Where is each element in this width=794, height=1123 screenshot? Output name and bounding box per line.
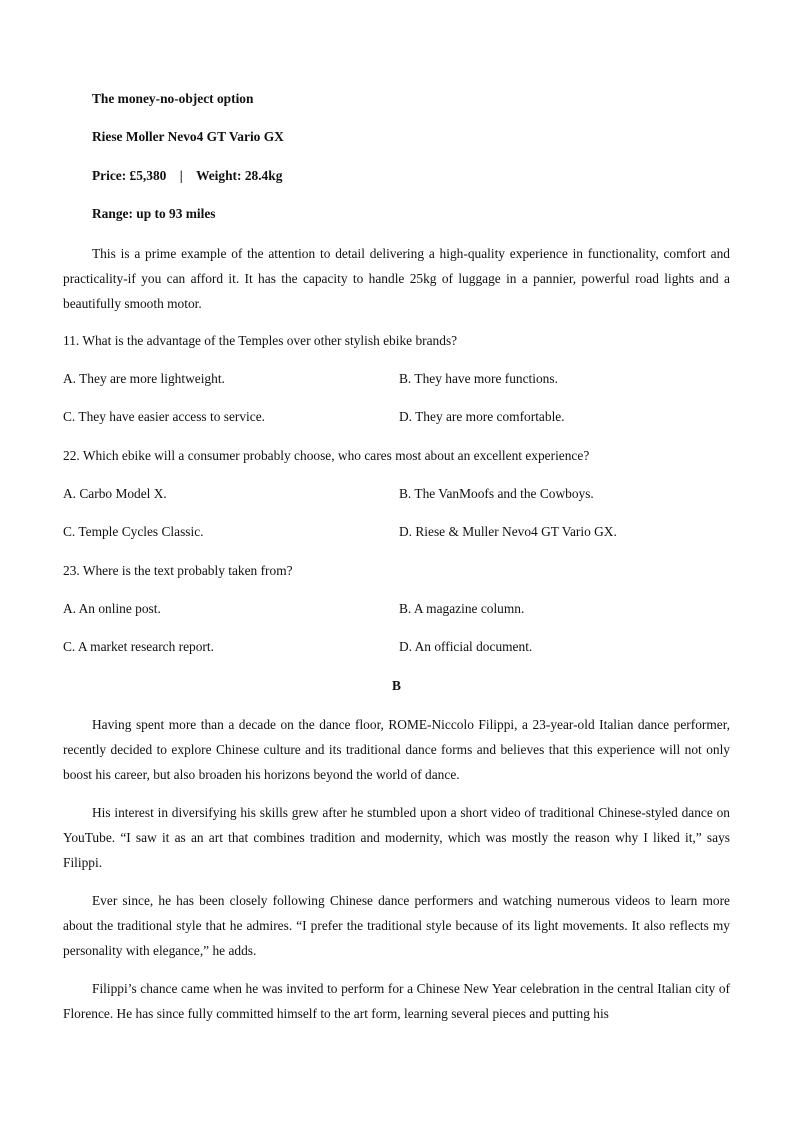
range-line: Range: up to 93 miles <box>92 206 216 221</box>
section-b-label: B <box>392 678 401 693</box>
question-11-option-b: B. They have more functions. <box>399 371 558 386</box>
question-22-option-b: B. The VanMoofs and the Cowboys. <box>399 486 594 501</box>
option-heading: The money-no-object option <box>92 91 254 106</box>
question-11-option-d: D. They are more comfortable. <box>399 409 565 424</box>
question-22-option-a: A. Carbo Model X. <box>63 486 167 501</box>
question-22-option-c: C. Temple Cycles Classic. <box>63 524 204 539</box>
ebike-description-paragraph: This is a prime example of the attention to detail delivering a high-quality experience in functionality, comfort and practicality-if you can afford it. It has the capacity to handle 25kg of luggage in a pannier, powerful road lights and a beautifully smooth motor. <box>63 246 730 311</box>
passage-b-paragraph-2: His interest in diversifying his skills grew after he stumbled upon a short video of traditional Chinese-styled dance on YouTube. “I saw it as an art that combines tradition and modernity, which was mostly the reason why I liked it,” says Filippi. <box>63 805 730 870</box>
question-11-option-c: C. They have easier access to service. <box>63 409 266 424</box>
question-23-option-a: A. An online post. <box>63 601 161 616</box>
question-23-option-c: C. A market research report. <box>63 639 214 654</box>
question-23-stem: 23. Where is the text probably taken from? <box>63 563 293 578</box>
question-23-option-b: B. A magazine column. <box>399 601 525 616</box>
passage-b-paragraph-3: Ever since, he has been closely following Chinese dance performers and watching numerous videos to learn more about the traditional style that he admires. “I prefer the traditional style because of its light movements. It also reflects my personality with elegance,” he adds. <box>63 893 730 958</box>
question-23-option-d: D. An official document. <box>399 639 533 654</box>
question-11-stem: 11. What is the advantage of the Temples over other stylish ebike brands? <box>63 333 458 348</box>
question-22-stem: 22. Which ebike will a consumer probably choose, who cares most about an excellent experience? <box>63 448 590 463</box>
question-22-option-d: D. Riese & Muller Nevo4 GT Vario GX. <box>399 524 617 539</box>
question-11-option-a: A. They are more lightweight. <box>63 371 225 386</box>
price-weight-line: Price: £5,380 | Weight: 28.4kg <box>92 168 283 183</box>
ebike-model-title: Riese Moller Nevo4 GT Vario GX <box>92 129 284 144</box>
passage-b-paragraph-1: Having spent more than a decade on the dance floor, ROME-Niccolo Filippi, a 23-year-old Italian dance performer, recently decided to explore Chinese culture and its traditional dance forms and believes that this experience will not only boost his career, but also broaden his horizons beyond the world of dance. <box>63 717 730 782</box>
passage-b-paragraph-4: Filippi’s chance came when he was invited to perform for a Chinese New Year celebration in the central Italian city of Florence. He has since fully committed himself to the art form, learning several pieces and putting his <box>63 981 730 1021</box>
